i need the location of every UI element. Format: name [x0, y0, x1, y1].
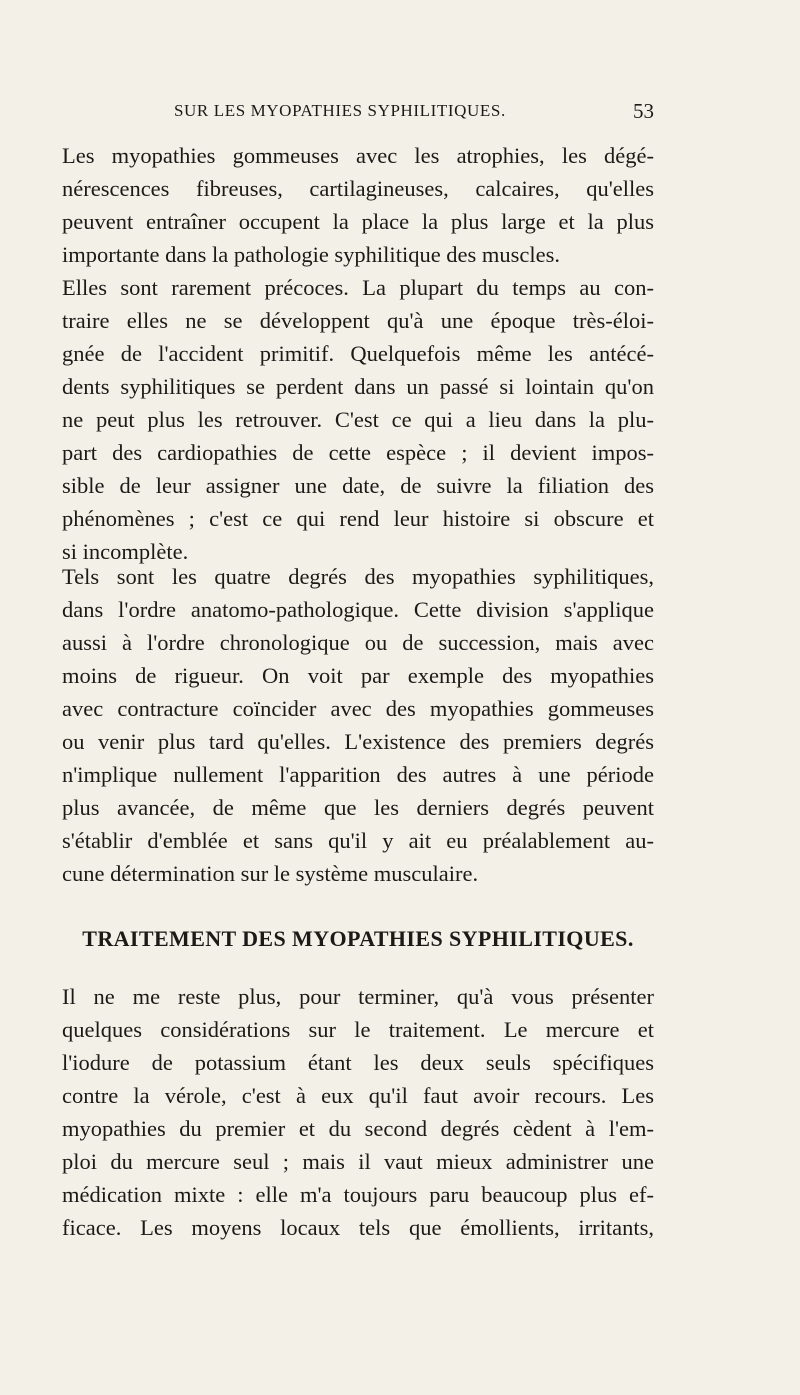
running-title: SUR LES MYOPATHIES SYPHILITIQUES. — [174, 101, 506, 120]
paragraph-treatment — [62, 980, 654, 1244]
text-line: gnée de l'accident primitif. Quelquefois même les antécé- — [62, 341, 654, 366]
text-line: si incomplète. — [62, 539, 189, 564]
text-line: aussi à l'ordre chronologique ou de succession, mais avec — [62, 630, 654, 655]
text-line: moins de rigueur. On voit par exemple des myopathies — [62, 663, 654, 688]
text-line: Tels sont les quatre degrés des myopathies syphilitiques, — [62, 564, 654, 589]
text-line: quelques considérations sur le traitement. Le mercure et — [62, 1017, 654, 1042]
text-line: peuvent entraîner occupent la place la plus large et la plus — [62, 209, 654, 234]
text-line: traire elles ne se développent qu'à une époque très-éloi- — [62, 308, 654, 333]
text-line: dents syphilitiques se perdent dans un passé si lointain qu'on — [62, 374, 654, 399]
text-line: importante dans la pathologie syphilitique des muscles. — [62, 242, 561, 267]
text-line: Les myopathies gommeuses avec les atrophies, les dégé- — [62, 143, 654, 168]
text-line: médication mixte : elle m'a toujours paru beaucoup plus ef- — [62, 1182, 654, 1207]
text-line: ou venir plus tard qu'elles. L'existence des premiers degrés — [62, 729, 654, 754]
paragraph-gummatous-myopathies — [62, 139, 654, 568]
running-head — [62, 101, 654, 125]
text-line: contre la vérole, c'est à eux qu'il faut avoir recours. Les — [62, 1083, 654, 1108]
text-line: avec contracture coïncider avec des myopathies gommeuses — [62, 696, 654, 721]
page-number: 53 — [633, 99, 654, 123]
text-line: s'établir d'emblée et sans qu'il y ait eu préalablement au- — [62, 828, 654, 853]
text-line: nérescences fibreuses, cartilagineuses, calcaires, qu'elles — [62, 176, 654, 201]
text-line: ploi du mercure seul ; mais il vaut mieux administrer une — [62, 1149, 654, 1174]
text-line: l'iodure de potassium étant les deux seuls spécifiques — [62, 1050, 654, 1075]
text-line: n'implique nullement l'apparition des autres à une période — [62, 762, 654, 787]
text-line: part des cardiopathies de cette espèce ; il devient impos- — [62, 440, 654, 465]
text-line: dans l'ordre anatomo-pathologique. Cette division s'applique — [62, 597, 654, 622]
text-line: cune détermination sur le système musculaire. — [62, 861, 479, 886]
text-line: Elles sont rarement précoces. La plupart du temps au con- — [62, 275, 654, 300]
paragraph-four-degrees — [62, 560, 654, 890]
text-line: plus avancée, de même que les derniers degrés peuvent — [62, 795, 654, 820]
section-heading: TRAITEMENT DES MYOPATHIES SYPHILITIQUES. — [82, 926, 634, 951]
text-line: myopathies du premier et du second degrés cèdent à l'em- — [62, 1116, 654, 1141]
text-line: ne peut plus les retrouver. C'est ce qui a lieu dans la plu- — [62, 407, 654, 432]
text-line: phénomènes ; c'est ce qui rend leur histoire si obscure et — [62, 506, 654, 531]
text-line: sible de leur assigner une date, de suivre la filiation des — [62, 473, 654, 498]
text-line: ficace. Les moyens locaux tels que émollients, irritants, — [62, 1215, 654, 1240]
text-line: Il ne me reste plus, pour terminer, qu'à vous présenter — [62, 984, 654, 1009]
